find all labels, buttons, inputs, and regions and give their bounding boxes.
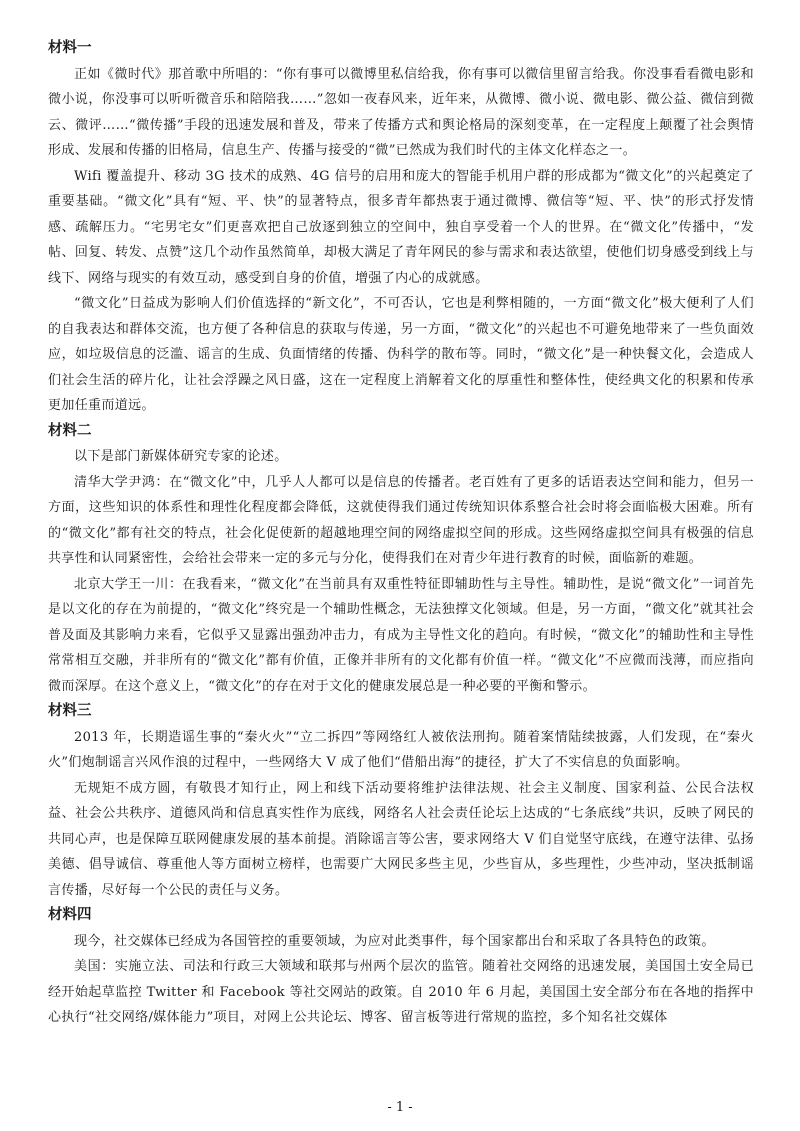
section-heading: 材料四 xyxy=(48,907,92,923)
paragraph: 美国：实施立法、司法和行政三大领域和联邦与州两个层次的监管。随着社交网络的迅速发展，美国国土安全局已经开始起草监控 Twitter 和 Facebook 等社交网站的政策。自 2010 年 6 月起，美国国土安全部分布在各地的指挥中心执行“社交网络/媒体能力”项目，对网上公共论坛、博客、留言板等进行常规的监控，多个知名社交媒体 xyxy=(48,959,754,1025)
section-heading: 材料一 xyxy=(48,40,92,56)
paragraph: “微文化”日益成为影响人们价值选择的“新文化”，不可否认，它也是利弊相随的，一方面“微文化”极大便利了人们的自我表达和群体交流，也方便了各种信息的获取与传递，另一方面，“微文化”的兴起也不可避免地带来了一些负面效应，如垃圾信息的泛滥、谣言的生成、负面情绪的传播、伪科学的散布等。同时，“微文化”是一种快餐文化，会造成人们社会生活的碎片化，让社会浮躁之风日盛，这在一定程度上消解着文化的厚重性和整体性，使经典文化的积累和传承更加任重而道远。 xyxy=(48,296,754,413)
paragraph: 无规矩不成方圆，有敬畏才知行止，网上和线下活动要将维护法律法规、社会主义制度、国家利益、公民合法权益、社会公共秩序、道德风尚和信息真实性作为底线，网络名人社会责任论坛上达成的“七条底线”共识，反映了网民的共同心声，也是保障互联网健康发展的基本前提。消除谣言等公害，要求网络大 V 们自觉坚守底线，在遵守法律、弘扬美德、倡导诚信、尊重他人等方面树立榜样，也需要广大网民多些主见，少些盲从，多些理性，少些冲动，坚决抵制谣言传播，尽好每一个公民的责任与义务。 xyxy=(48,780,754,898)
paragraph: 以下是部门新媒体研究专家的论述。 xyxy=(74,449,288,464)
document-page xyxy=(48,36,754,1031)
paragraph: 北京大学王一川：在我看来，“微文化”在当前具有双重性特征即辅助性与主导性。辅助性，是说“微文化”一词首先是以文化的存在为前提的，“微文化”终究是一个辅助性概念，无法独撑文化领域。但是，另一方面，“微文化”就其社会普及面及其影响力来看，它似乎又显露出强劲冲击力，有成为主导性文化的趋向。有时候，“微文化”的辅助性和主导性常常相互交融，并非所有的“微文化”都有价值，正像并非所有的文化都有价值一样。“微文化”不应微而浅薄，而应指向微而深厚。在这个意义上，“微文化”的存在对于文化的健康发展总是一种必要的平衡和警示。 xyxy=(48,576,754,694)
section-material-3 xyxy=(48,699,754,903)
section-material-1 xyxy=(48,36,754,419)
paragraph: 现今，社交媒体已经成为各国管控的重要领域，为应对此类事件，每个国家都出台和采取了各具特色的政策。 xyxy=(74,933,715,949)
paragraph: 2013 年，长期造谣生事的“秦火火”“立二拆四”等网络红人被依法刑拘。随着案情陆续披露，人们发现，在“秦火火”们炮制谣言兴风作浪的过程中，一些网络大 V 成了他们“借船出海”的捷径，扩大了不实信息的负面影响。 xyxy=(48,729,754,770)
section-heading: 材料二 xyxy=(48,422,92,439)
section-heading: 材料三 xyxy=(48,703,92,719)
section-material-2 xyxy=(48,419,754,700)
page-number: - 1 - xyxy=(387,1100,413,1115)
paragraph: 清华大学尹鸿：在“微文化”中，几乎人人都可以是信息的传播者。老百姓有了更多的话语表达空间和能力，但另一方面，这些知识的体系性和理性化程度都会降低，这就使得我们通过传统知识体系整合社会时将会面临极大困难。所有的“微文化”都有社交的特点，社会化促使新的超越地理空间的网络虚拟空间的形成。这些网络虚拟空间具有极强的信息共享性和认同紧密性，会给社会带来一定的多元与分化，使得我们在对青少年进行教育的时候，面临新的难题。 xyxy=(48,474,754,566)
section-material-4 xyxy=(48,903,754,1031)
paragraph: Wifi 覆盖提升、移动 3G 技术的成熟、4G 信号的启用和庞大的智能手机用户群的形成都为“微文化”的兴起奠定了重要基础。“微文化”具有“短、平、快”的显著特点，很多青年都热衷于通过微博、微信等“短、平、快”的形式抒发情感、疏解压力。“宅男宅女”们更喜欢把自己放逐到独立的空间中，独自享受着一个人的世界。在“微文化”传播中，“发帖、回复、转发、点赞”这几个动作虽然简单，却极大满足了青年网民的参与需求和表达欲望，使他们切身感受到线上与线下、网络与现实的有效互动，感受到自身的价值，增强了内心的成就感。 xyxy=(48,168,754,286)
paragraph: 正如《微时代》那首歌中所唱的：“你有事可以微博里私信给我，你有事可以微信里留言给我。你没事看看微电影和微小说，你没事可以听听微音乐和陪陪我……”忽如一夜春风来，近年来，从微博、微小说、微电影、微公益、微信到微云、微评……“微传播”手段的迅速发展和普及，带来了传播方式和舆论格局的深刻变革，在一定程度上颠覆了社会舆情形成、发展和传播的旧格局，信息生产、传播与接受的“微”已然成为我们时代的主体文化样态之一。 xyxy=(48,66,754,158)
